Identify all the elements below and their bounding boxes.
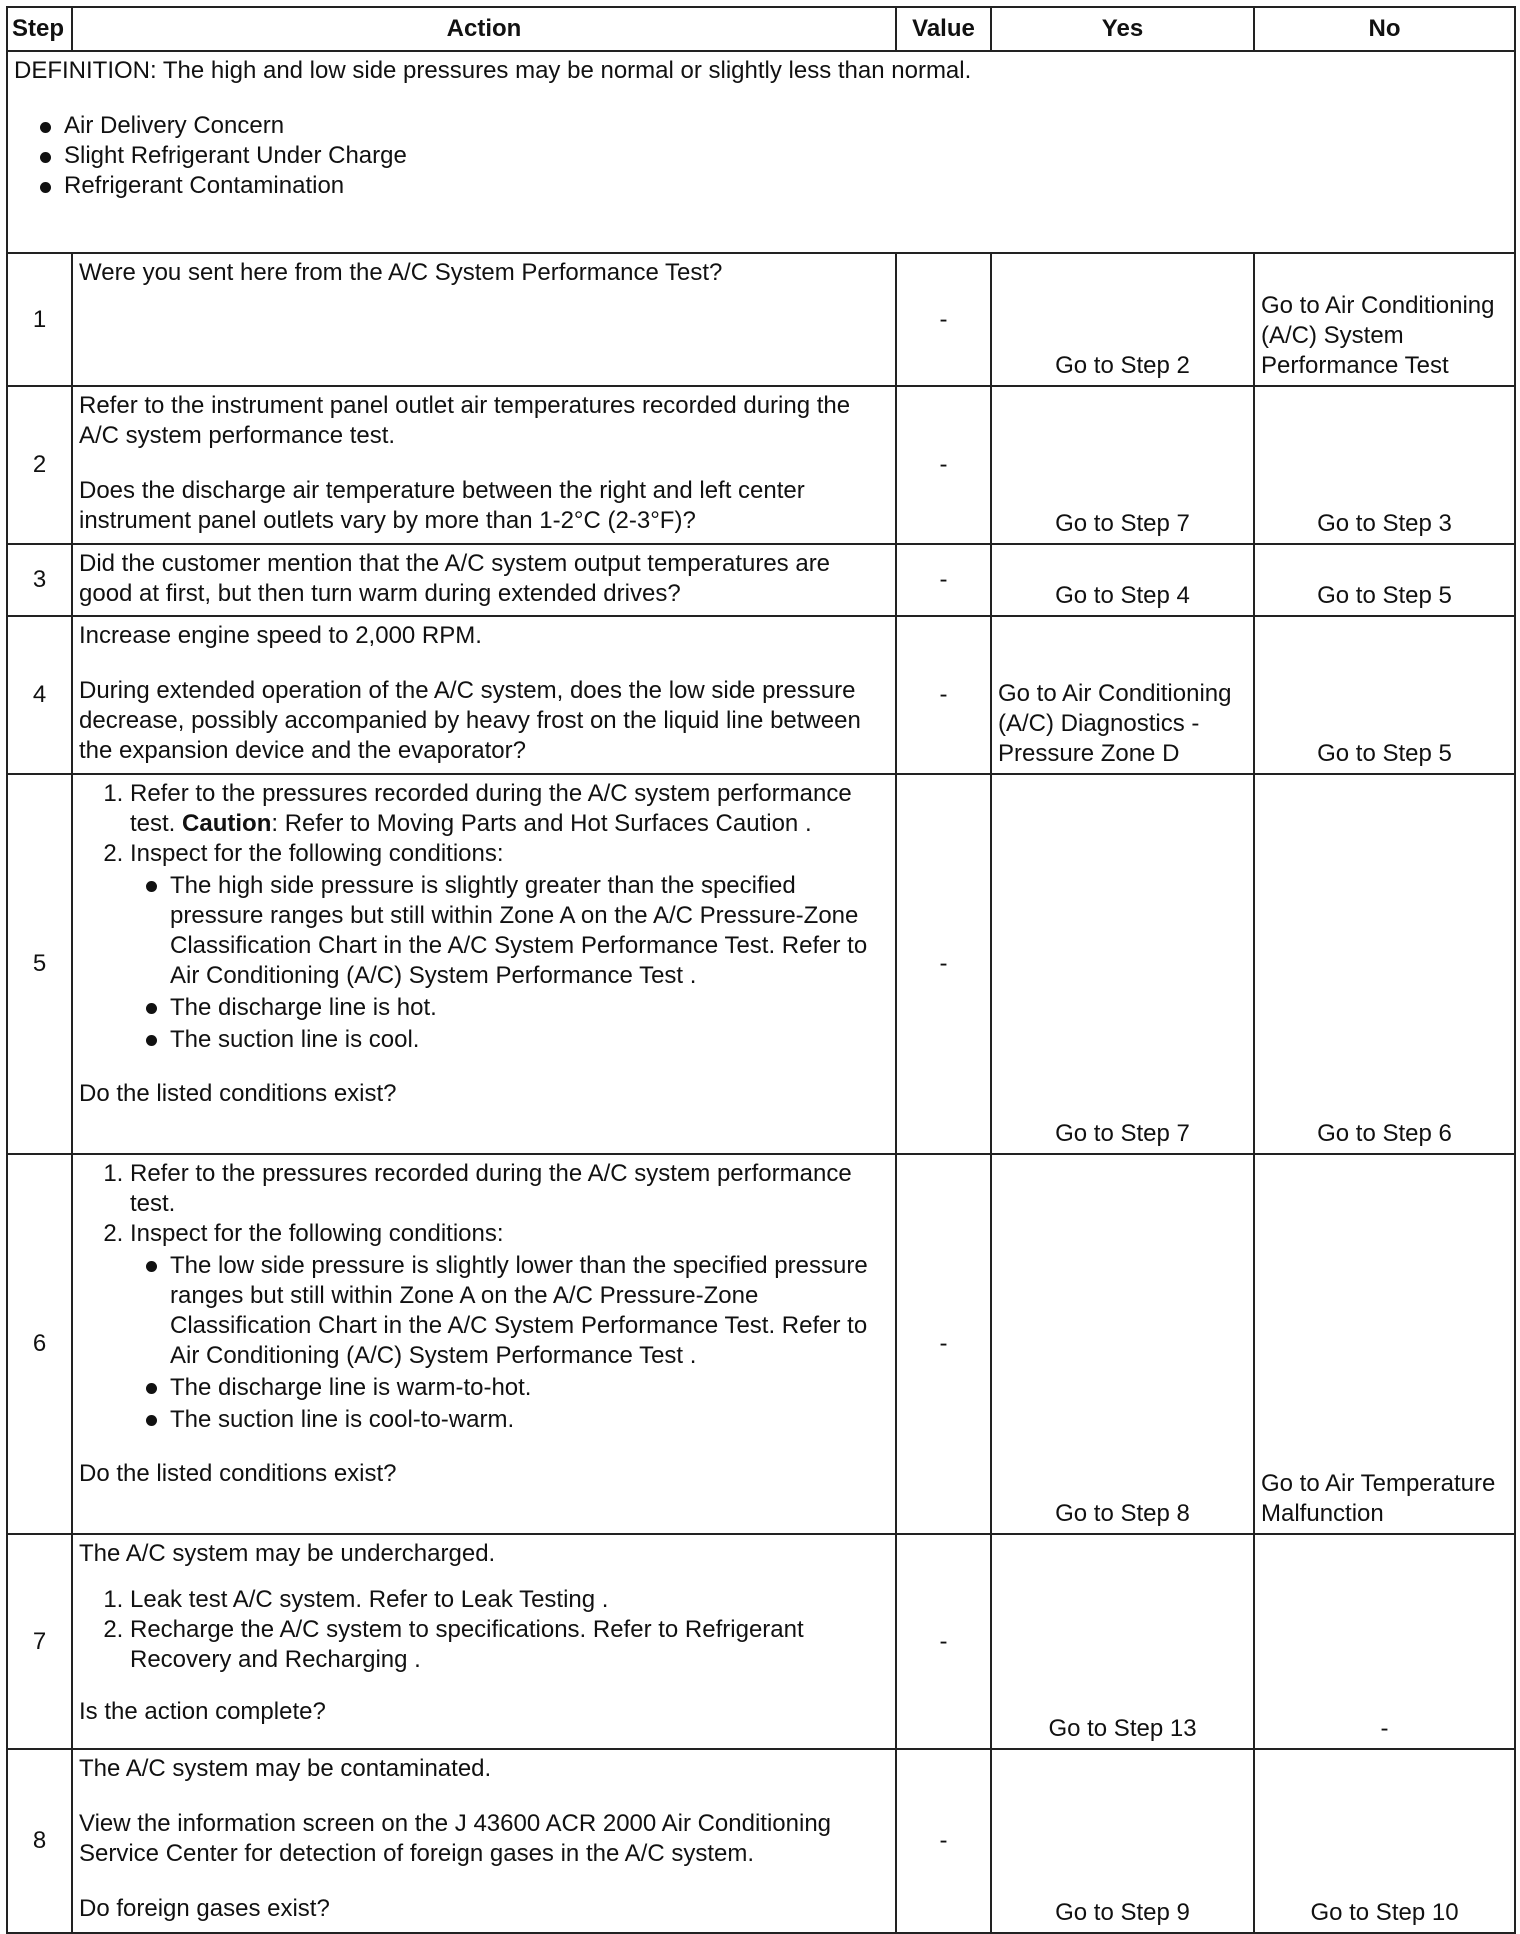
no-cell: Go to Step 5 (1254, 544, 1515, 616)
condition-item: The suction line is cool-to-warm. (130, 1405, 889, 1435)
action-intro: Increase engine speed to 2,000 RPM. (79, 622, 482, 649)
header-action: Action (72, 7, 896, 51)
table-row (7, 1154, 1515, 1534)
header-no: No (1254, 7, 1515, 51)
step-number: 1 (7, 253, 72, 386)
step-number: 8 (7, 1749, 72, 1933)
action-question: Does the discharge air temperature between the right and left center instrument panel outlets vary by more than 1-2°C (2-3°F)? (79, 477, 805, 534)
table-row (7, 1749, 1515, 1933)
step-number: 7 (7, 1534, 72, 1749)
definition-list (14, 111, 1508, 201)
action-cell (72, 1154, 896, 1534)
table-row (7, 616, 1515, 774)
table-row (7, 386, 1515, 544)
definition-bullet: Slight Refrigerant Under Charge (14, 141, 1508, 171)
action-step-text: Inspect for the following conditions: (130, 1220, 504, 1247)
table-row (7, 253, 1515, 386)
action-intro: The A/C system may be undercharged. (79, 1540, 496, 1567)
no-cell: Go to Air Temperature Malfunction (1254, 1154, 1515, 1534)
action-cell (72, 1749, 896, 1933)
action-cell (72, 386, 896, 544)
action-step-text: Inspect for the following conditions: (130, 840, 504, 867)
yes-cell: Go to Step 7 (991, 774, 1254, 1154)
yes-cell: Go to Step 2 (991, 253, 1254, 386)
condition-item: The discharge line is warm-to-hot. (130, 1373, 889, 1403)
value-cell: - (896, 386, 991, 544)
step-number: 3 (7, 544, 72, 616)
yes-cell: Go to Step 4 (991, 544, 1254, 616)
action-cell (72, 1534, 896, 1749)
definition-bullet: Refrigerant Contamination (14, 171, 1508, 201)
caution-text: : Refer to Moving Parts and Hot Surfaces Caution . (271, 810, 812, 837)
yes-cell: Go to Step 13 (991, 1534, 1254, 1749)
table-row (7, 1534, 1515, 1749)
action-cell (72, 253, 896, 386)
value-cell: - (896, 544, 991, 616)
table-row (7, 544, 1515, 616)
value-cell: - (896, 1154, 991, 1534)
definition-text: DEFINITION: The high and low side pressures may be normal or slightly less than normal. (14, 57, 972, 84)
no-cell: Go to Step 5 (1254, 616, 1515, 774)
action-step-text: Refer to the pressures recorded during the A/C system performance test. (130, 1160, 852, 1217)
action-step-item (130, 779, 889, 839)
action-question: Do the listed conditions exist? (79, 1080, 397, 1107)
definition-bullet: Air Delivery Concern (14, 111, 1508, 141)
header-yes: Yes (991, 7, 1254, 51)
table-row (7, 774, 1515, 1154)
action-question: Do the listed conditions exist? (79, 1460, 397, 1487)
action-cell (72, 774, 896, 1154)
action-question: During extended operation of the A/C system, does the low side pressure decrease, possibly accompanied by heavy frost on the liquid line between the expansion device and the evaporator? (79, 677, 861, 764)
definition-cell (7, 51, 1515, 253)
condition-item: The suction line is cool. (130, 1025, 889, 1055)
step-number: 5 (7, 774, 72, 1154)
no-cell: Go to Step 6 (1254, 774, 1515, 1154)
step-number: 2 (7, 386, 72, 544)
step-number: 4 (7, 616, 72, 774)
conditions-list (130, 1251, 889, 1435)
definition-row (7, 51, 1515, 253)
no-cell: Go to Step 10 (1254, 1749, 1515, 1933)
value-cell: - (896, 1534, 991, 1749)
action-question: Were you sent here from the A/C System Performance Test? (79, 259, 723, 286)
action-question: Did the customer mention that the A/C system output temperatures are good at first, but then turn warm during extended drives? (79, 550, 831, 607)
action-step-item (130, 839, 889, 1055)
action-cell (72, 616, 896, 774)
yes-cell: Go to Step 9 (991, 1749, 1254, 1933)
action-body: View the information screen on the J 43600 ACR 2000 Air Conditioning Service Center for detection of foreign gases in the A/C system. (79, 1810, 832, 1867)
action-question: Is the action complete? (79, 1698, 326, 1725)
header-row (7, 7, 1515, 51)
action-question: Do foreign gases exist? (79, 1895, 330, 1922)
action-cell (72, 544, 896, 616)
action-step-item: 1. Leak test A/C system. Refer to Leak Testing . (130, 1585, 889, 1615)
action-intro: The A/C system may be contaminated. (79, 1755, 492, 1782)
value-cell: - (896, 774, 991, 1154)
yes-cell: Go to Air Conditioning (A/C) Diagnostics - Pressure Zone D (991, 616, 1254, 774)
no-cell: - (1254, 1534, 1515, 1749)
action-intro: Refer to the instrument panel outlet air temperatures recorded during the A/C system performance test. (79, 392, 851, 449)
caution-label: Caution (182, 810, 272, 837)
value-cell: - (896, 253, 991, 386)
header-value: Value (896, 7, 991, 51)
action-steps (79, 1159, 889, 1435)
diagnostic-table (6, 6, 1516, 1934)
no-cell: Go to Air Conditioning (A/C) System Performance Test (1254, 253, 1515, 386)
condition-item: The discharge line is hot. (130, 993, 889, 1023)
action-steps (79, 1585, 889, 1675)
action-steps (79, 779, 889, 1055)
conditions-list (130, 871, 889, 1055)
header-step: Step (7, 7, 72, 51)
action-step-text: Refer to the pressures recorded during the A/C system performance test. (130, 780, 852, 837)
action-step-item (130, 1159, 889, 1219)
step-number: 6 (7, 1154, 72, 1534)
value-cell: - (896, 616, 991, 774)
condition-item: The low side pressure is slightly lower than the specified pressure ranges but still within Zone A on the A/C Pressure-Zone Classification Chart in the A/C System Performance Test. Refer to Air Conditioning (A/C) System Performance Test . (130, 1251, 889, 1371)
action-step-item: 2. Recharge the A/C system to specifications. Refer to Refrigerant Recovery and Recharging . (130, 1615, 889, 1675)
no-cell: Go to Step 3 (1254, 386, 1515, 544)
value-cell: - (896, 1749, 991, 1933)
yes-cell: Go to Step 7 (991, 386, 1254, 544)
condition-item: The high side pressure is slightly greater than the specified pressure ranges but still within Zone A on the A/C Pressure-Zone Classification Chart in the A/C System Performance Test. Refer to Air Conditioning (A/C) System Performance Test . (130, 871, 889, 991)
action-step-item (130, 1219, 889, 1435)
yes-cell: Go to Step 8 (991, 1154, 1254, 1534)
